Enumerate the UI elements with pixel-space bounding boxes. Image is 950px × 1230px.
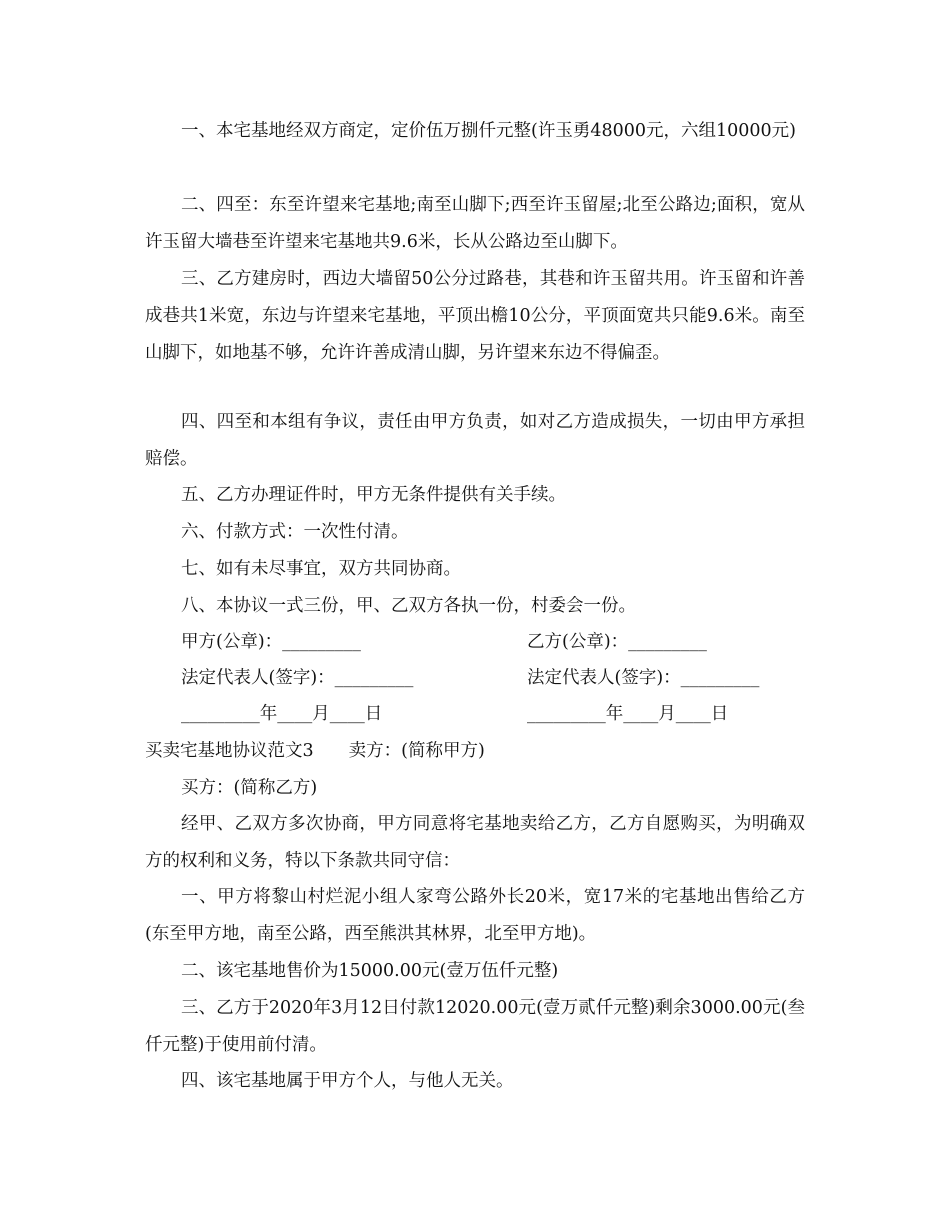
section-3-intro-paragraph: 经甲、乙双方多次协商，甲方同意将宅基地卖给乙方，乙方自愿购买，为明确双方的权利和义务，特以下条款共同守信：: [145, 814, 805, 871]
section-3-clause-2-paragraph: 二、该宅基地售价为15000.00元(壹万伍仟元整): [181, 961, 559, 981]
party-a-date-line: _________年____月____日: [181, 704, 383, 724]
clause-5-paragraph: 五、乙方办理证件时，甲方无条件提供有关手续。: [181, 485, 566, 505]
section-3-clause-4-paragraph: 四、该宅基地属于甲方个人，与他人无关。: [181, 1071, 514, 1091]
clause-2-paragraph: 二、四至：东至许望来宅基地;南至山脚下;西至许玉留屋;北至公路边;面积，宽从许玉留大墙巷至许望来宅基地共9.6米，长从公路边至山脚下。: [145, 195, 805, 252]
party-b-seal-line: 乙方(公章)：_________: [527, 632, 707, 652]
party-a-representative-line: 法定代表人(签字)：_________: [181, 668, 414, 688]
buyer-line: 买方：(简称乙方): [181, 778, 318, 798]
clause-6-paragraph: 六、付款方式：一次性付清。: [181, 522, 409, 542]
section-3-clause-3-paragraph: 三、乙方于2020年3月12日付款12020.00元(壹万贰仟元整)剩余3000.00元(叁仟元整)于使用前付清。: [145, 998, 805, 1055]
clause-8-paragraph: 八、本协议一式三份，甲、乙双方各执一份，村委会一份。: [181, 596, 636, 616]
clause-1-paragraph: 一、本宅基地经双方商定，定价伍万捌仟元整(许玉勇48000元，六组10000元): [181, 121, 796, 141]
clause-3-paragraph: 三、乙方建房时，西边大墙留50公分过路巷，其巷和许玉留共用。许玉留和许善成巷共1米宽，东边与许望来宅基地，平顶出檐10公分，平顶面宽共只能9.6米。南至山脚下，如地基不够，允许许善成清山脚，另许望来东边不得偏歪。: [145, 269, 805, 363]
clause-7-paragraph: 七、如有未尽事宜，双方共同协商。: [181, 559, 461, 579]
party-b-representative-line: 法定代表人(签字)：_________: [527, 668, 760, 688]
section-3-clause-1-paragraph: 一、甲方将黎山村烂泥小组人家弯公路外长20米，宽17米的宅基地出售给乙方(东至甲方地，南至公路，西至熊洪其林界，北至甲方地)。: [145, 887, 805, 944]
party-a-seal-line: 甲方(公章)：_________: [181, 632, 361, 652]
section-3-heading: 买卖宅基地协议范文3 卖方：(简称甲方): [145, 741, 485, 761]
party-b-date-line: _________年____月____日: [527, 704, 729, 724]
clause-4-paragraph: 四、四至和本组有争议，责任由甲方负责，如对乙方造成损失，一切由甲方承担赔偿。: [145, 412, 805, 469]
